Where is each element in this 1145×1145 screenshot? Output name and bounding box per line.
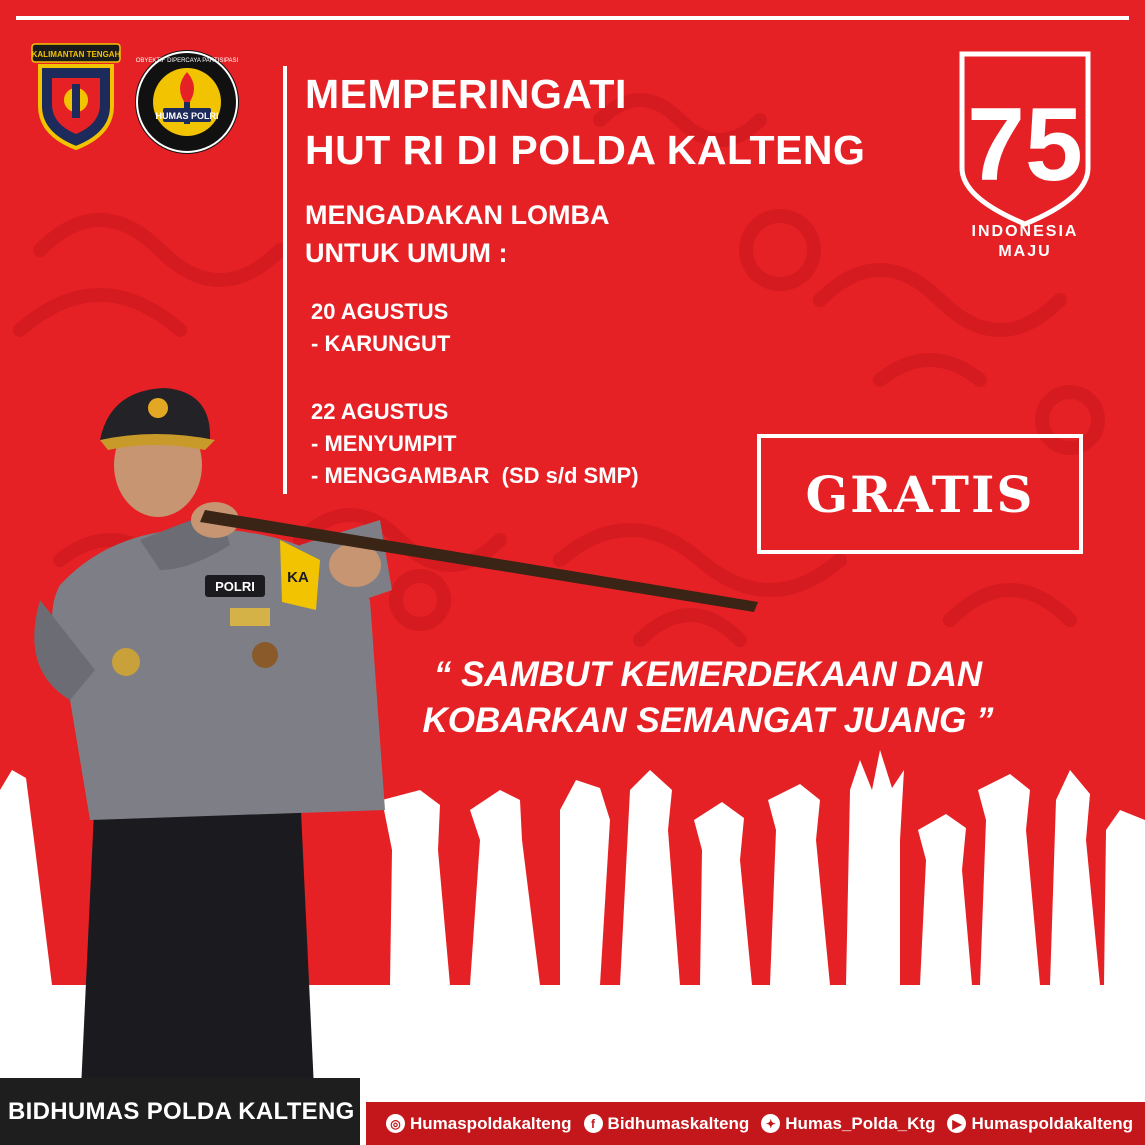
schedule-date: 20 AGUSTUS xyxy=(311,299,449,324)
headline-line-1: MEMPERINGATI xyxy=(305,71,627,117)
social-handle: Humaspoldakalteng xyxy=(971,1113,1133,1133)
anniversary-tagline-1: INDONESIA xyxy=(971,223,1079,240)
schedule-event: - MENYUMPIT xyxy=(311,431,457,456)
social-facebook[interactable] xyxy=(584,1114,750,1134)
youtube-icon: ▶ xyxy=(947,1114,966,1133)
subheadline-line-2: UNTUK UMUM : xyxy=(305,238,508,268)
slogan-line-1: “ SAMBUT KEMERDEKAAN DAN xyxy=(433,655,983,694)
anniversary-number: 75 xyxy=(967,87,1083,203)
social-instagram[interactable] xyxy=(386,1114,572,1134)
schedule-event: - MENGGAMBAR (SD s/d SMP) xyxy=(311,463,639,488)
brand-bar xyxy=(0,1078,360,1145)
social-handle: Bidhumaskalteng xyxy=(607,1113,750,1133)
humas-ring-text: OBYEKTIF DIPERCAYA PARTISIPASI xyxy=(135,58,239,64)
social-handle: Humaspoldakalteng xyxy=(410,1113,572,1133)
social-youtube[interactable] xyxy=(947,1114,1133,1134)
facebook-icon: f xyxy=(584,1114,603,1133)
arm-patch: KA xyxy=(287,569,309,586)
polda-banner-text: KALIMANTAN TENGAH xyxy=(31,50,121,59)
anniversary-tagline-2: MAJU xyxy=(998,243,1052,260)
brand-name: BIDHUMAS POLDA KALTENG xyxy=(8,1097,355,1125)
social-links-bar xyxy=(366,1102,1145,1145)
twitter-icon: ✦ xyxy=(761,1114,780,1133)
humas-polri-emblem xyxy=(133,48,241,156)
headline xyxy=(305,66,865,178)
subheadline-line-1: MENGADAKAN LOMBA xyxy=(305,200,610,230)
gratis-badge xyxy=(757,434,1083,554)
schedule-event: - KARUNGUT xyxy=(311,331,451,356)
polri-chest-patch: POLRI xyxy=(215,579,255,594)
instagram-icon: ◎ xyxy=(386,1114,405,1133)
headline-line-2: HUT RI DI POLDA KALTENG xyxy=(305,127,866,173)
officer-with-blowpipe xyxy=(0,370,760,1110)
gratis-text: GRATIS xyxy=(805,464,1035,524)
subheadline xyxy=(305,196,609,272)
social-handle: Humas_Polda_Ktg xyxy=(785,1113,936,1133)
schedule-date: 22 AGUSTUS xyxy=(311,399,449,424)
humas-center-text: HUMAS POLRI xyxy=(155,111,219,121)
hut-ri-75-logo xyxy=(958,50,1092,265)
officer-trousers xyxy=(80,790,315,1110)
slogan-line-2: KOBARKAN SEMANGAT JUANG ” xyxy=(422,701,994,740)
polda-kalteng-emblem xyxy=(30,40,122,150)
schedule-day-1 xyxy=(311,296,450,360)
top-frame-line xyxy=(16,16,1129,20)
social-twitter[interactable] xyxy=(761,1114,935,1134)
